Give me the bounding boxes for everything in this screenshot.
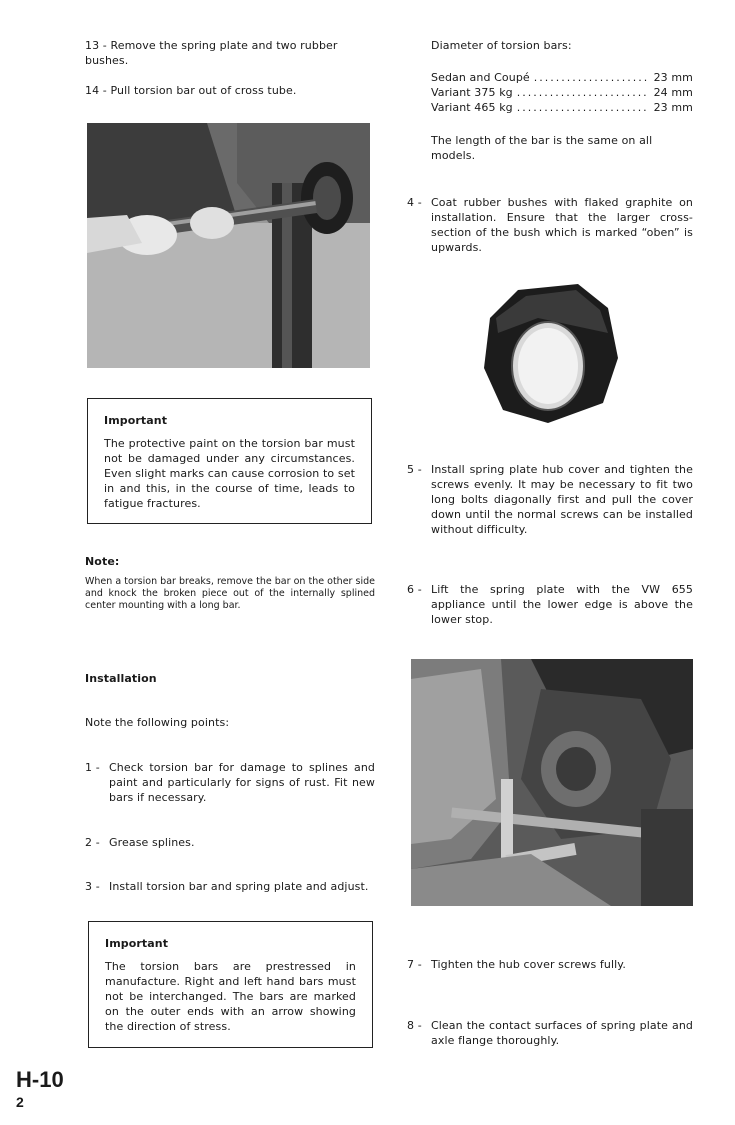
install-step-5 [407,462,693,537]
torsion-bar-removal-photo [87,123,370,368]
step-text: Clean the contact surfaces of spring plate and axle flange thoroughly. [431,1019,693,1047]
step-13: 13 - Remove the spring plate and two rubber bushes. [85,39,338,67]
spec-label: Variant 375 kg [431,86,513,99]
spec-label: Variant 465 kg [431,101,513,114]
important-text-2: The torsion bars are prestressed in manufacture. Right and left hand bars must not be interchanged. The bars are marked on the outer ends with an arrow showing the direction of stress. [105,960,356,1033]
step-number: 5 - [407,463,422,476]
torsion-bar-removal-illustration [87,123,370,368]
install-step-4 [407,195,693,255]
spec-row [431,85,693,100]
spring-plate-appliance-illustration [411,659,693,906]
step-text: Lift the spring plate with the VW 655 appliance until the lower edge is above the lower stop. [431,583,693,626]
spec-row [431,100,693,115]
install-step-7 [407,957,693,972]
important-box-2 [88,921,373,1048]
diameter-specs [431,70,693,115]
important-box-1 [87,398,372,524]
step-number: 7 - [407,958,422,971]
spec-value: 24 mm [653,86,693,99]
step-text: Grease splines. [109,836,195,849]
step-number: 4 - [407,196,422,209]
step-text: Check torsion bar for damage to splines and paint and particularly for signs of rust. Fit new bars if necessary. [109,761,375,804]
install-step-3 [85,879,375,894]
install-step-8 [407,1018,693,1048]
length-note: The length of the bar is the same on all models. [431,134,653,162]
spec-value: 23 mm [653,101,693,114]
step-text: Coat rubber bushes with flaked graphite on installation. Ensure that the larger cross-section of the bush which is marked “oben” is upwards. [431,196,693,254]
install-step-1 [85,760,375,805]
step-number: 2 - [85,836,100,849]
note-text: When a torsion bar breaks, remove the bar on the other side and knock the broken piece out of the internally splined center mounting with a long bar. [85,576,375,611]
install-step-2 [85,835,375,850]
section-code: H-10 [16,1067,64,1092]
diameter-heading: Diameter of torsion bars: [431,39,572,52]
step-number: 3 - [85,880,100,893]
important-title-2: Important [105,937,169,950]
step-number: 8 - [407,1019,422,1032]
spec-row [431,70,693,85]
installation-heading: Installation [85,672,157,685]
rubber-bush-photo [478,278,623,428]
note-points: Note the following points: [85,716,230,729]
rubber-bush-illustration [478,278,623,428]
spec-value: 23 mm [653,71,693,84]
important-title-1: Important [104,414,168,427]
spec-label: Sedan and Coupé [431,71,530,84]
step-number: 1 - [85,761,100,774]
step-14: 14 - Pull torsion bar out of cross tube. [85,84,297,97]
step-text: Tighten the hub cover screws fully. [431,958,626,971]
note-title: Note: [85,555,120,568]
step-text: Install spring plate hub cover and tighten the screws evenly. It may be necessary to fit two long bolts diagonally first and pull the cover down until the normal screws can be installed without difficulty. [431,463,693,536]
page-number: 2 [16,1094,24,1110]
install-step-6 [407,582,693,627]
step-text: Install torsion bar and spring plate and adjust. [109,880,369,893]
step-number: 6 - [407,583,422,596]
spring-plate-appliance-photo [411,659,693,906]
important-text-1: The protective paint on the torsion bar must not be damaged under any circumstances. Even slight marks can cause corrosion to set in and this, in the course of time, leads to fatigue fractures. [104,437,355,510]
